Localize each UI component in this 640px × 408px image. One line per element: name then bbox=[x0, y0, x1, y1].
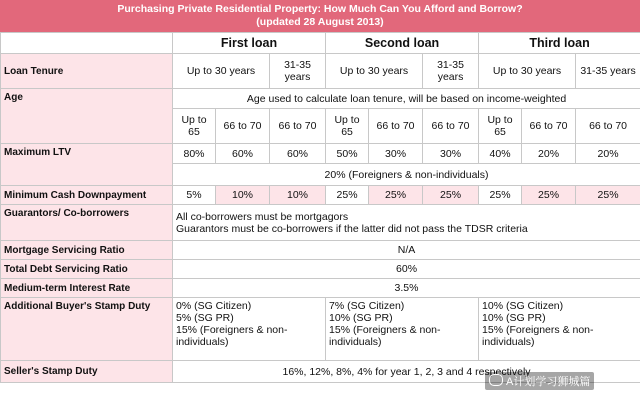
title-line2: (updated 28 August 2013) bbox=[256, 16, 384, 28]
interest-value: 3.5% bbox=[173, 279, 640, 298]
ltv-cell: 30% bbox=[369, 144, 423, 164]
cash-cell: 10% bbox=[270, 186, 326, 205]
label-ssd: Seller's Stamp Duty bbox=[1, 361, 173, 383]
tenure-second-1: Up to 30 years bbox=[326, 54, 423, 89]
ltv-cell: 50% bbox=[326, 144, 369, 164]
row-tdsr bbox=[1, 260, 640, 279]
row-age-note bbox=[1, 89, 640, 109]
ltv-cell: 30% bbox=[423, 144, 479, 164]
ltv-cell: 80% bbox=[173, 144, 216, 164]
absd-line: 15% (Foreigners & non-individuals) bbox=[482, 324, 594, 348]
tenure-first-2: 31-35 years bbox=[270, 54, 326, 89]
age-cell: 66 to 70 bbox=[369, 109, 423, 144]
cash-cell: 25% bbox=[423, 186, 479, 205]
absd-line: 5% (SG PR) bbox=[176, 312, 234, 324]
msr-value: N/A bbox=[173, 241, 640, 260]
absd-line: 10% (SG PR) bbox=[482, 312, 546, 324]
label-min-cash: Minimum Cash Downpayment bbox=[1, 186, 173, 205]
cash-cell: 25% bbox=[369, 186, 423, 205]
tenure-first-1: Up to 30 years bbox=[173, 54, 270, 89]
age-cell: 66 to 70 bbox=[216, 109, 270, 144]
header-row bbox=[1, 33, 640, 54]
row-loan-tenure bbox=[1, 54, 640, 89]
label-age: Age bbox=[1, 89, 173, 144]
label-loan-tenure: Loan Tenure bbox=[1, 54, 173, 89]
loan-table bbox=[0, 32, 640, 383]
absd-line: 15% (Foreigners & non-individuals) bbox=[176, 324, 288, 348]
header-first-loan: First loan bbox=[173, 33, 326, 54]
label-msr: Mortgage Servicing Ratio bbox=[1, 241, 173, 260]
cash-cell: 25% bbox=[576, 186, 640, 205]
header-second-loan: Second loan bbox=[326, 33, 479, 54]
guarantors-line2: Guarantors must be co-borrowers if the latter did not pass the TDSR criteria bbox=[176, 222, 528, 235]
wechat-icon bbox=[489, 374, 503, 386]
age-cell: 66 to 70 bbox=[423, 109, 479, 144]
absd-line: 7% (SG Citizen) bbox=[329, 300, 405, 312]
age-cell: Up to 65 bbox=[326, 109, 369, 144]
label-max-ltv: Maximum LTV bbox=[1, 144, 173, 186]
ltv-cell: 20% bbox=[522, 144, 576, 164]
row-absd bbox=[1, 298, 640, 361]
cash-cell: 5% bbox=[173, 186, 216, 205]
absd-line: 10% (SG PR) bbox=[329, 312, 393, 324]
absd-line: 15% (Foreigners & non-individuals) bbox=[329, 324, 441, 348]
tenure-third-1: Up to 30 years bbox=[479, 54, 576, 89]
title-line1: Purchasing Private Residential Property: How Much Can You Afford and Borrow? bbox=[117, 3, 523, 15]
age-cell: 66 to 70 bbox=[576, 109, 640, 144]
age-cell: 66 to 70 bbox=[270, 109, 326, 144]
age-cell: Up to 65 bbox=[479, 109, 522, 144]
ltv-foreigners: 20% (Foreigners & non-individuals) bbox=[173, 164, 640, 186]
row-max-ltv bbox=[1, 144, 640, 164]
label-tdsr: Total Debt Servicing Ratio bbox=[1, 260, 173, 279]
ssd-value: 16%, 12%, 8%, 4% for year 1, 2, 3 and 4 respectively bbox=[173, 361, 640, 383]
row-min-cash bbox=[1, 186, 640, 205]
age-cell: Up to 65 bbox=[173, 109, 216, 144]
header-blank bbox=[1, 33, 173, 54]
ltv-cell: 60% bbox=[216, 144, 270, 164]
row-interest bbox=[1, 279, 640, 298]
guarantors-line1: All co-borrowers must be mortgagors bbox=[176, 210, 349, 223]
tdsr-value: 60% bbox=[173, 260, 640, 279]
absd-line: 10% (SG Citizen) bbox=[482, 300, 564, 312]
absd-first bbox=[173, 298, 326, 361]
label-guarantors: Guarantors/ Co-borrowers bbox=[1, 205, 173, 241]
header-third-loan: Third loan bbox=[479, 33, 640, 54]
age-cell: 66 to 70 bbox=[522, 109, 576, 144]
row-guarantors bbox=[1, 205, 640, 241]
ltv-cell: 60% bbox=[270, 144, 326, 164]
cash-cell: 25% bbox=[326, 186, 369, 205]
cash-cell: 10% bbox=[216, 186, 270, 205]
absd-second bbox=[326, 298, 479, 361]
label-absd: Additional Buyer's Stamp Duty bbox=[1, 298, 173, 361]
cash-cell: 25% bbox=[522, 186, 576, 205]
cash-cell: 25% bbox=[479, 186, 522, 205]
page-title bbox=[0, 0, 640, 32]
watermark-text: A计划学习狮城篇 bbox=[506, 376, 591, 388]
tenure-second-2: 31-35 years bbox=[423, 54, 479, 89]
absd-line: 0% (SG Citizen) bbox=[176, 300, 252, 312]
tenure-third-2: 31-35 years bbox=[576, 54, 640, 89]
absd-third bbox=[479, 298, 640, 361]
age-note: Age used to calculate loan tenure, will be based on income-weighted bbox=[173, 89, 640, 109]
label-interest: Medium-term Interest Rate bbox=[1, 279, 173, 298]
row-msr bbox=[1, 241, 640, 260]
ltv-cell: 20% bbox=[576, 144, 640, 164]
watermark bbox=[485, 372, 594, 390]
ltv-cell: 40% bbox=[479, 144, 522, 164]
guarantors-text bbox=[173, 205, 640, 241]
